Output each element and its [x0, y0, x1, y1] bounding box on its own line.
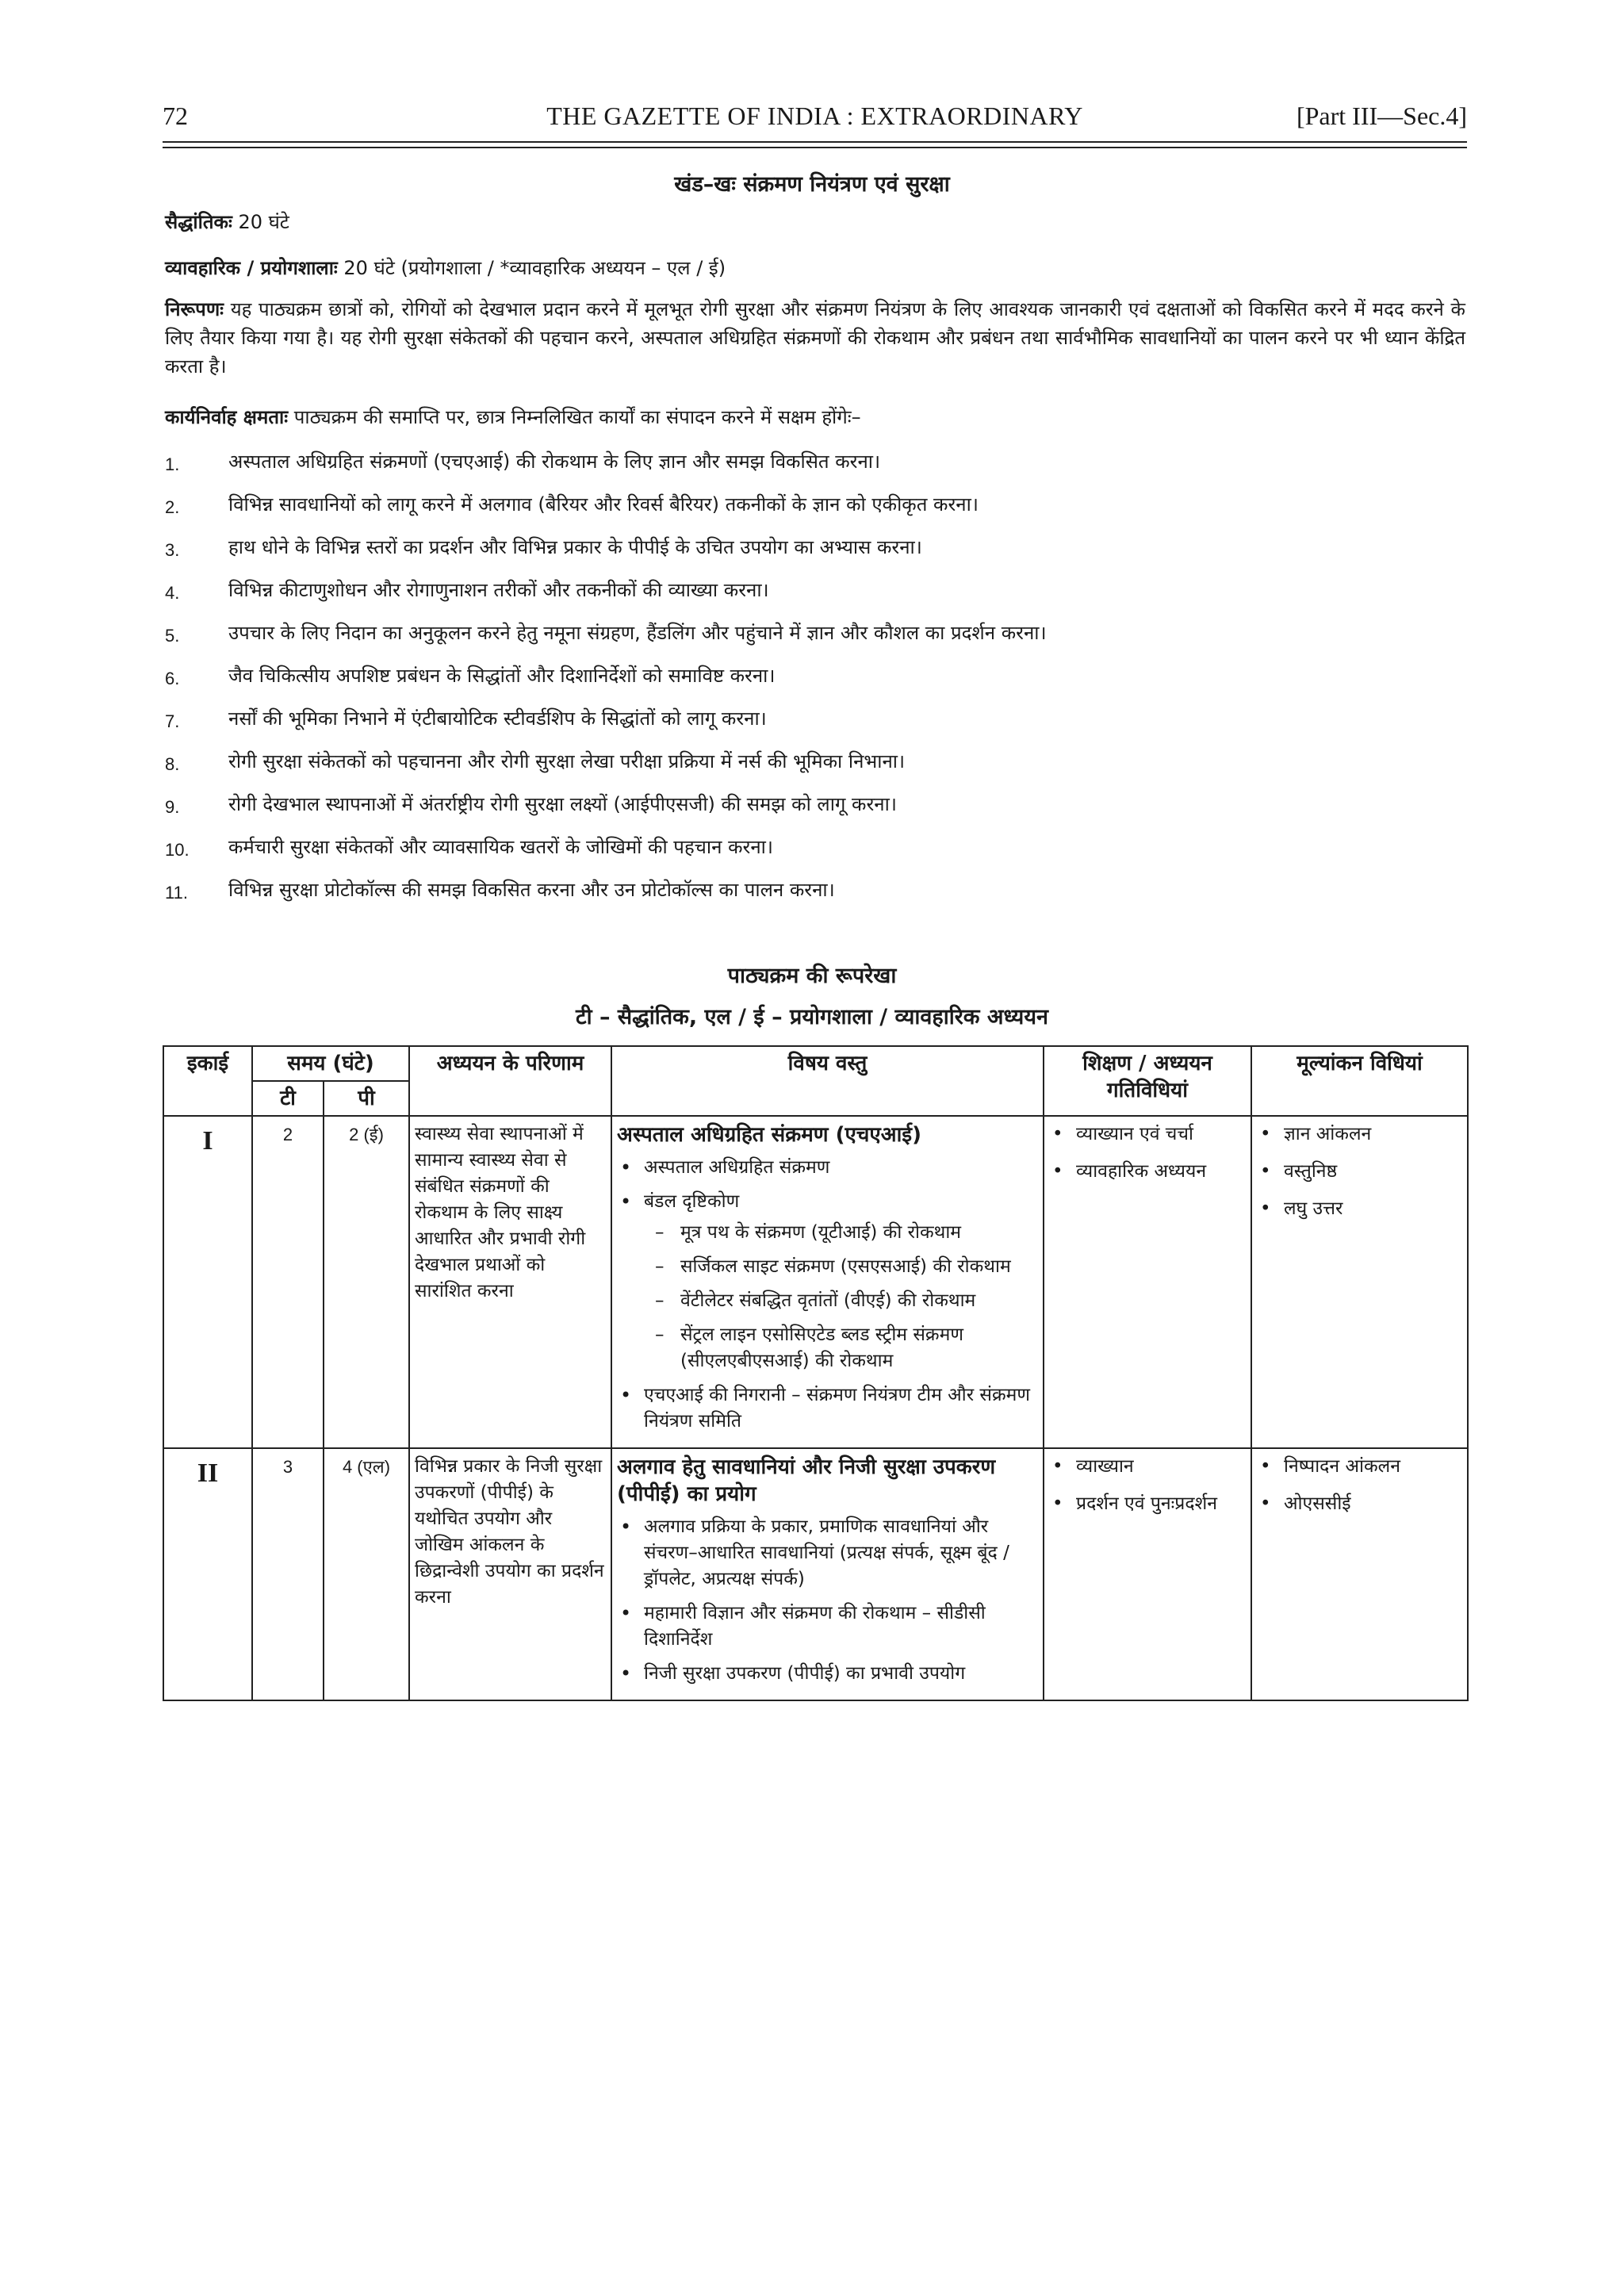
- content-list: [617, 1155, 1038, 1435]
- competency-label: कार्यनिर्वाह क्षमताः: [165, 406, 289, 428]
- sub-list-item: – सेंट्रल लाइन एसोसिएटेड ब्लड स्ट्रीम संक्रमण (सीएलएबीएसआई) की रोकथाम: [644, 1322, 1038, 1374]
- header-unit: इकाई: [163, 1046, 252, 1116]
- sub-list-item: – मूत्र पथ के संक्रमण (यूटीआई) की रोकथाम: [644, 1220, 1038, 1246]
- theory-label: सैद्धांतिकः: [165, 211, 232, 233]
- activities-cell: [1044, 1116, 1251, 1448]
- assessment-item: • वस्तुनिष्ठ: [1257, 1159, 1462, 1185]
- course-outline-title: पाठ्यक्रम की रूपरेखा: [727, 964, 897, 988]
- activities-cell: [1044, 1448, 1251, 1700]
- assessment-cell: [1251, 1448, 1468, 1700]
- practical-hours: [165, 254, 1465, 282]
- list-item: • एचएआई की निगरानी – संक्रमण नियंत्रण टीम और संक्रमण नियंत्रण समिति: [617, 1382, 1038, 1435]
- objective-item: 7. नर्सों की भूमिका निभाने में एंटीबायोटिक स्टीवर्डशिप के सिद्धांतों को लागू करना।: [165, 707, 767, 731]
- theory-hours-cell: 3: [252, 1448, 324, 1700]
- syllabus-table: [163, 1045, 1469, 1701]
- objective-item: 10. कर्मचारी सुरक्षा संकेतकों और व्यावसायिक खतरों के जोखिमों की पहचान करना।: [165, 836, 773, 860]
- practical-hours-cell: 2 (ई): [324, 1116, 409, 1448]
- sub-list: [644, 1220, 1038, 1374]
- objective-item: 9. रोगी देखभाल स्थापनाओं में अंतर्राष्ट्रीय रोगी सुरक्षा लक्ष्यों (आईपीएसजी) की समझ को लागू करना।: [165, 793, 897, 817]
- page-number: 72: [163, 102, 188, 130]
- objective-item: 1. अस्पताल अधिग्रहित संक्रमणों (एचएआई) की रोकथाम के लिए ज्ञान और समझ विकसित करना।: [165, 450, 881, 474]
- header-content: विषय वस्तु: [611, 1046, 1044, 1116]
- objective-item: 2. विभिन्न सावधानियों को लागू करने में अलगाव (बैरियर और रिवर्स बैरियर) तकनीकों के ज्ञान को एकीकृत करना।: [165, 493, 979, 517]
- objectives-list: [165, 447, 1465, 918]
- assessment-cell: [1251, 1116, 1468, 1448]
- outcome-cell: स्वास्थ्य सेवा स्थापनाओं में सामान्य स्वास्थ्य सेवा से संबंधित संक्रमणों की रोकथाम के लिए साक्ष्य आधारित और प्रभावी रोगी देखभाल प्रथाओं को सारांशित करना: [409, 1116, 611, 1448]
- practical-value: 20 घंटे (प्रयोगशाला / *व्यावहारिक अध्ययन – एल / ई): [343, 257, 726, 279]
- content-cell: [611, 1448, 1044, 1700]
- activity-item: • व्यावहारिक अध्ययन: [1049, 1159, 1246, 1185]
- competency-paragraph: [165, 403, 1465, 431]
- assessment-item: • लघु उत्तर: [1257, 1196, 1462, 1222]
- table-row: [163, 1116, 1468, 1448]
- theory-value: 20 घंटे: [238, 211, 289, 233]
- objective-item: 8. रोगी सुरक्षा संकेतकों को पहचानना और रोगी सुरक्षा लेखा परीक्षा प्रक्रिया में नर्स की भूमिका निभाना।: [165, 750, 906, 774]
- description-paragraph: [165, 295, 1465, 381]
- header-rule-top: [163, 141, 1467, 143]
- list-item: • महामारी विज्ञान और संक्रमण की रोकथाम – सीडीसी दिशानिर्देश: [617, 1600, 1038, 1653]
- unit-number: I: [163, 1116, 252, 1448]
- sub-list-item: – वेंटीलेटर संबद्धित वृतांतों (वीएई) की रोकथाम: [644, 1288, 1038, 1314]
- activity-item: • व्याख्यान: [1049, 1454, 1246, 1480]
- content-topic: अलगाव हेतु सावधानियां और निजी सुरक्षा उपकरण (पीपीई) का प्रयोग: [617, 1455, 996, 1506]
- course-outline-subtitle: टी – सैद्धांतिक, एल / ई – प्रयोगशाला / व्यावहारिक अध्ययन: [576, 1005, 1048, 1029]
- practical-hours-cell: 4 (एल): [324, 1448, 409, 1700]
- activity-item: • व्याख्यान एवं चर्चा: [1049, 1121, 1246, 1148]
- theory-hours: [165, 208, 1465, 236]
- theory-hours-cell: 2: [252, 1116, 324, 1448]
- header-activities: शिक्षण / अध्ययन गतिविधियां: [1044, 1046, 1251, 1116]
- list-item: • अस्पताल अधिग्रहित संक्रमण: [617, 1155, 1038, 1181]
- header-p: पी: [324, 1081, 409, 1116]
- part-section: [Part III—Sec.4]: [1296, 102, 1467, 130]
- section-title: खंड–खः संक्रमण नियंत्रण एवं सुरक्षा: [674, 172, 950, 197]
- list-item: • बंडल दृष्टिकोण – मूत्र पथ के संक्रमण (यूटीआई) की रोकथाम – सर्जिकल साइट संक्रमण (एसएसआई) की रोकथाम – वेंटीलेटर संबद्धित वृतांतों (वीएई) की रोकथाम – सेंट्रल लाइन एसोसिएटेड ब्लड स्ट्रीम संक्रमण (सीएलएबीएसआई) की रोकथाम: [617, 1189, 1038, 1374]
- content-cell: [611, 1116, 1044, 1448]
- unit-number: II: [163, 1448, 252, 1700]
- objective-item: 6. जैव चिकित्सीय अपशिष्ट प्रबंधन के सिद्धांतों और दिशानिर्देशों को समाविष्ट करना।: [165, 665, 776, 688]
- practical-label: व्यावहारिक / प्रयोगशालाः: [165, 257, 338, 279]
- description-text: यह पाठ्यक्रम छात्रों को, रोगियों को देखभाल प्रदान करने में मूलभूत रोगी सुरक्षा और संक्रमण नियंत्रण के लिए आवश्यक जानकारी एवं दक्षताओं को विकसित करने में मदद करने के लिए तैयार किया गया है। यह रोगी सुरक्षा संकेतकों की पहचान करने, अस्पताल अधिग्रहित संक्रमणों की रोकथाम और प्रबंधन तथा सार्वभौमिक सावधानियों का पालन करने पर भी ध्यान केंद्रित करता है।: [165, 298, 1465, 378]
- page-header: [163, 102, 1467, 133]
- objective-item: 5. उपचार के लिए निदान का अनुकूलन करने हेतु नमूना संग्रहण, हैंडलिंग और पहुंचाने में ज्ञान और कौशल का प्रदर्शन करना।: [165, 622, 1047, 646]
- assessment-item: • निष्पादन आंकलन: [1257, 1454, 1462, 1480]
- content-topic: अस्पताल अधिग्रहित संक्रमण (एचएआई): [617, 1123, 921, 1147]
- outcome-cell: विभिन्न प्रकार के निजी सुरक्षा उपकरणों (पीपीई) के यथोचित उपयोग और जोखिम आंकलन के छिद्रान्वेशी उपयोग का प्रदर्शन करना: [409, 1448, 611, 1700]
- description-label: निरूपणः: [165, 298, 224, 320]
- header-rule-bottom: [163, 147, 1467, 148]
- sub-list-item: – सर्जिकल साइट संक्रमण (एसएसआई) की रोकथाम: [644, 1254, 1038, 1280]
- header-outcomes: अध्ययन के परिणाम: [409, 1046, 611, 1116]
- header-assessment: मूल्यांकन विधियां: [1251, 1046, 1468, 1116]
- header-time: समय (घंटे): [252, 1046, 409, 1081]
- content-list: [617, 1514, 1038, 1687]
- list-item: • निजी सुरक्षा उपकरण (पीपीई) का प्रभावी उपयोग: [617, 1661, 1038, 1687]
- objective-item: 4. विभिन्न कीटाणुशोधन और रोगाणुनाशन तरीकों और तकनीकों की व्याख्या करना।: [165, 579, 769, 603]
- objective-item: 11. विभिन्न सुरक्षा प्रोटोकॉल्स की समझ विकसित करना और उन प्रोटोकॉल्स का पालन करना।: [165, 879, 835, 903]
- competency-text: पाठ्यक्रम की समाप्ति पर, छात्र निम्नलिखित कार्यों का संपादन करने में सक्षम होंगेः–: [293, 406, 861, 428]
- table-row: [163, 1448, 1468, 1700]
- gazette-title: THE GAZETTE OF INDIA : EXTRAORDINARY: [546, 102, 1083, 130]
- activity-item: • प्रदर्शन एवं पुनःप्रदर्शन: [1049, 1491, 1246, 1517]
- assessment-item: • ज्ञान आंकलन: [1257, 1121, 1462, 1148]
- header-t: टी: [252, 1081, 324, 1116]
- table-header-row: [163, 1046, 1468, 1081]
- list-item: • अलगाव प्रक्रिया के प्रकार, प्रमाणिक सावधानियां और संचरण–आधारित सावधानियां (प्रत्यक्ष संपर्क, सूक्ष्म बूंद / ड्रॉपलेट, अप्रत्यक्ष संपर्क): [617, 1514, 1038, 1593]
- objective-item: 3. हाथ धोने के विभिन्न स्तरों का प्रदर्शन और विभिन्न प्रकार के पीपीई के उचित उपयोग का अभ्यास करना।: [165, 536, 922, 560]
- assessment-item: • ओएससीई: [1257, 1491, 1462, 1517]
